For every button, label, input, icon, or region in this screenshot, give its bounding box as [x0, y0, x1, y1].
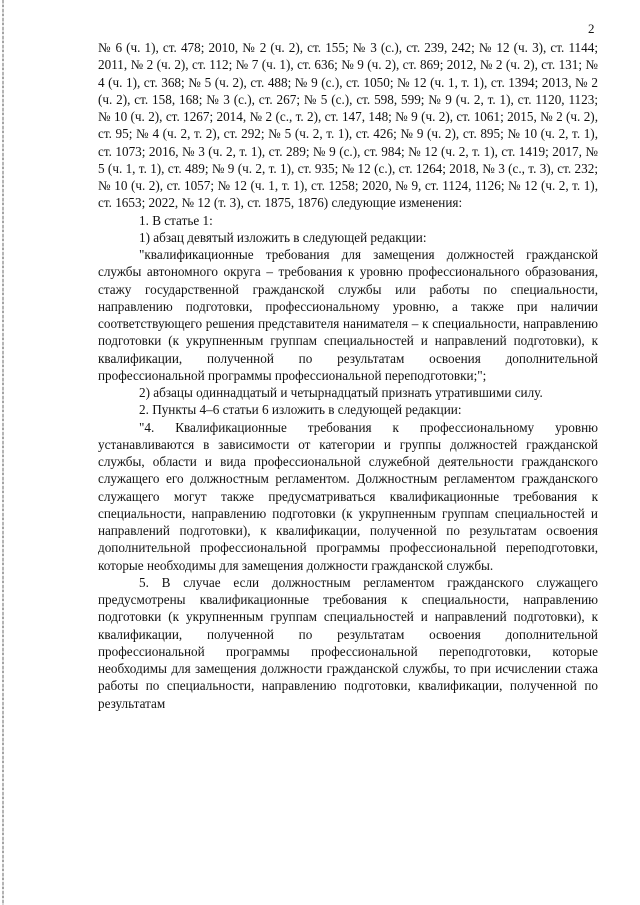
document-body [98, 39, 598, 712]
paragraph-qualification-definition: "квалификационные требования для замещения должностей гражданской службы автономного округа – требования к уровню профессионального образования, стажу государственной гражданской службы или работы по специальности, направлению подготовки, профессиональному уровню, а также при наличии соответствующего решения представителя нанимателя – к специальности, направлению подготовки (к укрупненным группам специальностей и направлений подготовки), к квалификации, полученной по результатам освоения дополнительной профессиональной программы профессиональной переподготовки;"; [98, 247, 598, 383]
paragraph-point-4: "4. Квалификационные требования к профессиональному уровню устанавливаются в зависимости от категории и группы должностей гражданской службы, области и вида профессиональной служебной деятельности гражданского служащего его должностным регламентом. Должностным регламентом гражданского служащего могут также предусматриваться квалификационные требования к специальности, направлению подготовки (к укрупненным группам специальностей и направлений подготовки), к квалификации, полученной по результатам освоения дополнительной профессиональной программы профессиональной переподготовки, которые необходимы для замещения должности гражданской службы. [98, 419, 598, 573]
paragraph-subitem-1: 1) абзац девятый изложить в следующей редакции: [139, 229, 427, 245]
page-number: 2 [588, 21, 595, 36]
paragraph-point-5: 5. В случае если должностным регламентом гражданского служащего предусмотрены квалификационные требования к специальности, направлению подготовки (к укрупненным группам специальностей и направлений подготовки), к квалификации, полученной по результатам освоения дополнительной профессиональной программы профессиональной переподготовки, которые необходимы для замещения должности гражданской службы, то при исчислении стажа работы по специальности, направлению подготовки, квалификации, полученной по результатам [98, 574, 598, 711]
paragraph-article-6: 2. Пункты 4–6 статьи 6 изложить в следующей редакции: [139, 402, 462, 418]
scan-edge [2, 0, 4, 905]
paragraph-amendment-sources: № 6 (ч. 1), ст. 478; 2010, № 2 (ч. 2), ст. 155; № 3 (с.), ст. 239, 242; № 12 (ч. 3), ст. 1144; 2011, № 2 (ч. 2), ст. 112; № 7 (ч. 1), ст. 636; № 9 (ч. 2), ст. 869; 2012, № 2 (ч. 2), ст. 131; № 4 (ч. 1), ст. 368; № 5 (ч. 2), ст. 488; № 9 (с.), ст. 1050; № 12 (ч. 1, т. 1), ст. 1394; 2013, № 2 (ч. 2), ст. 158, 168; № 3 (с.), ст. 267; № 5 (с.), ст. 598, 599; № 9 (ч. 2, т. 1), ст. 1120, 1123; № 10 (ч. 2), ст. 1267; 2014, № 2 (с., т. 2), ст. 147, 148; № 9 (ч. 2), ст. 1061; 2015, № 2 (ч. 2), ст. 95; № 4 (ч. 2, т. 2), ст. 292; № 5 (ч. 2, т. 1), ст. 426; № 9 (ч. 2), ст. 895; № 10 (ч. 2, т. 1), ст. 1073; 2016, № 3 (ч. 2, т. 1), ст. 289; № 9 (с.), ст. 984; № 12 (ч. 2, т. 1), ст. 1419; 2017, № 5 (ч. 1, т. 1), ст. 489; № 9 (ч. 2, т. 1), ст. 935; № 12 (с.), ст. 1264; 2018, № 3 (с., т. 3), ст. 232; № 10 (ч. 2), ст. 1057; № 12 (ч. 1, т. 1), ст. 1258; 2020, № 9, ст. 1124, 1126; № 12 (ч. 2, т. 1), ст. 1653; 2022, № 12 (т. 3), ст. 1875, 1876) следующие изменения: [98, 40, 598, 211]
paragraph-article-1: 1. В статье 1: [139, 212, 213, 228]
paragraph-subitem-2: 2) абзацы одиннадцатый и четырнадцатый признать утратившими силу. [139, 385, 543, 400]
